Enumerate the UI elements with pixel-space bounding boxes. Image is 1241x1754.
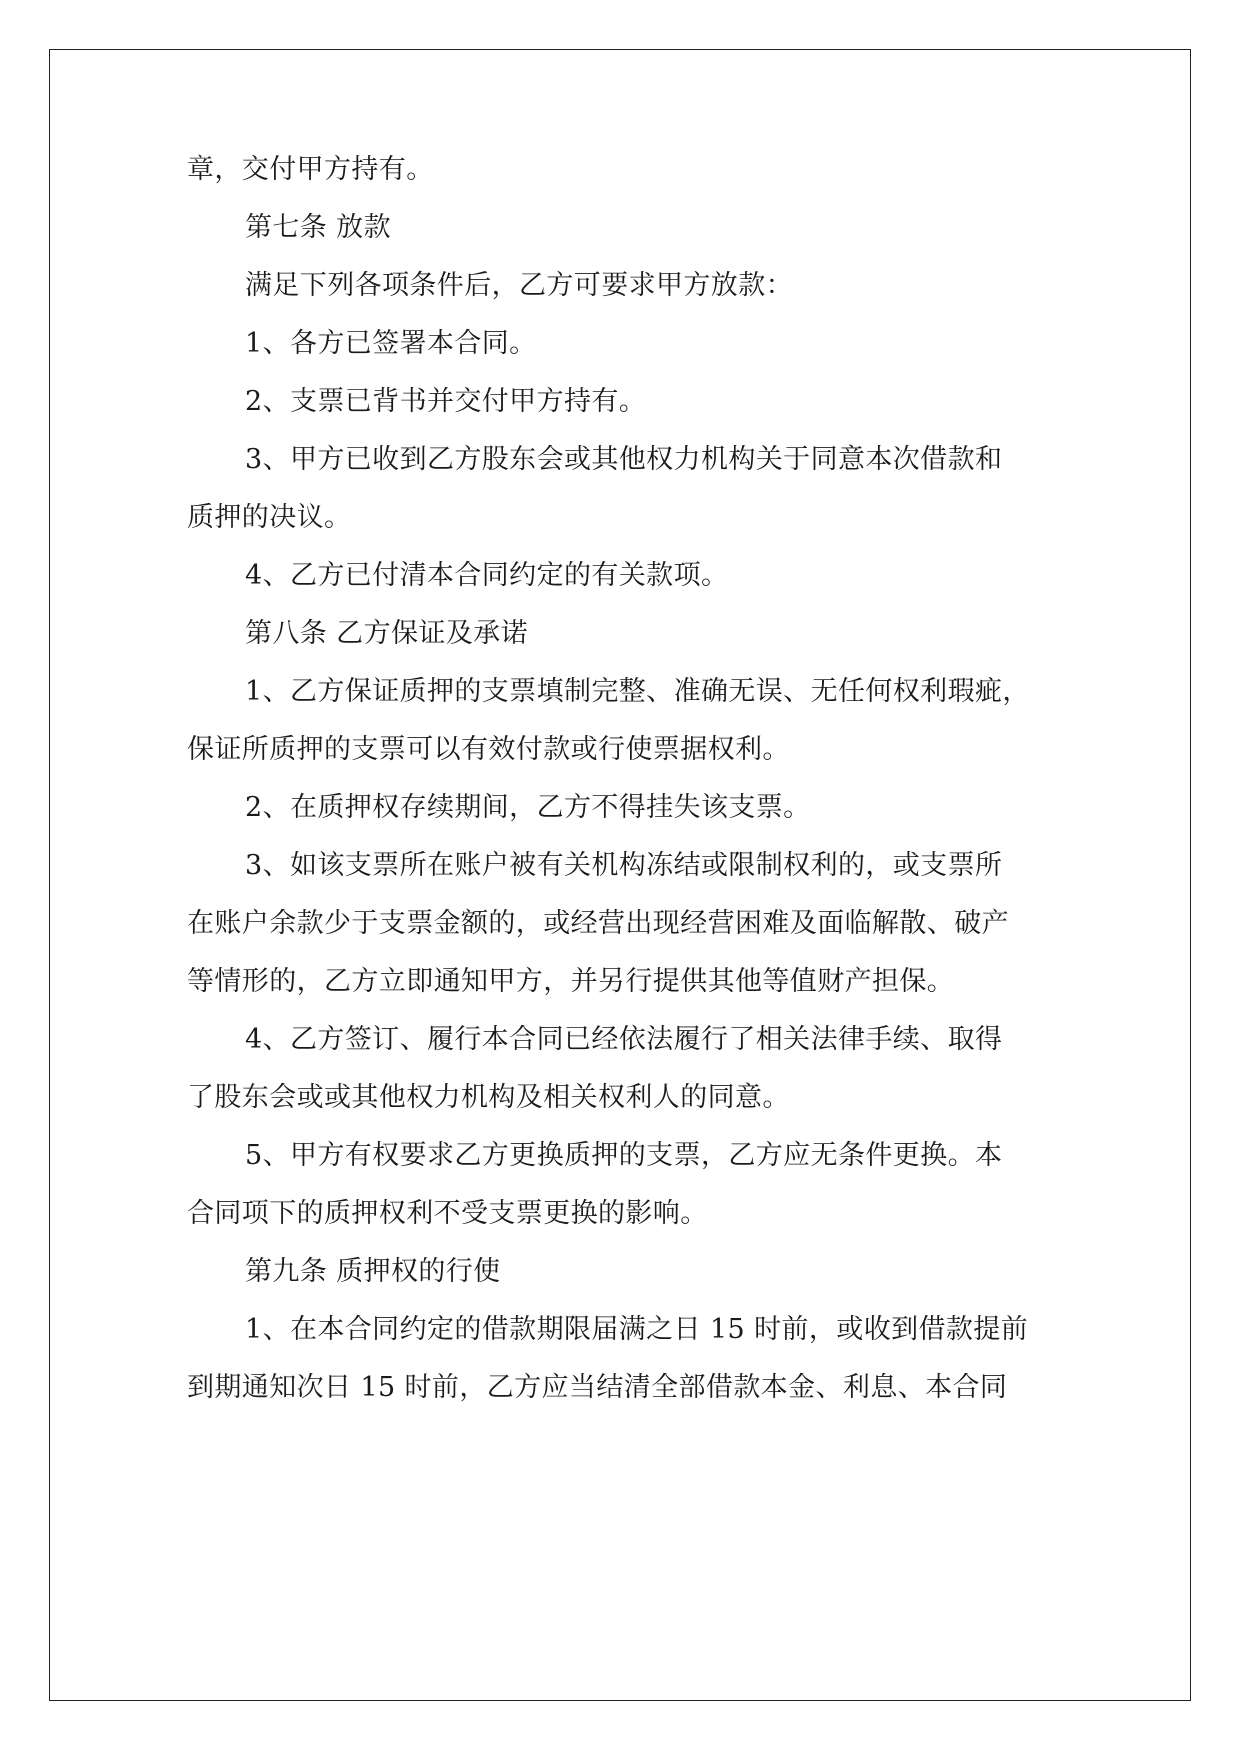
paragraph-line: 满足下列各项条件后，乙方可要求甲方放款：	[245, 270, 793, 301]
list-item: 1、各方已签署本合同。	[245, 328, 537, 359]
list-item: 5、甲方有权要求乙方更换质押的支票，乙方应无条件更换。本	[245, 1140, 1003, 1171]
paragraph-line: 质押的决议。	[187, 502, 352, 533]
list-item: 1、乙方保证质押的支票填制完整、准确无误、无任何权利瑕疵，	[245, 676, 1030, 707]
list-item: 3、甲方已收到乙方股东会或其他权力机构关于同意本次借款和	[245, 444, 1003, 475]
article-heading-8: 第八条 乙方保证及承诺	[245, 618, 528, 649]
paragraph-line: 等情形的，乙方立即通知甲方，并另行提供其他等值财产担保。	[187, 966, 955, 997]
paragraph-line: 保证所质押的支票可以有效付款或行使票据权利。	[187, 734, 790, 765]
paragraph-line: 合同项下的质押权利不受支票更换的影响。	[187, 1198, 708, 1229]
list-item: 1、在本合同约定的借款期限届满之日 15 时前，或收到借款提前	[245, 1314, 1029, 1345]
paragraph-line: 在账户余款少于支票金额的，或经营出现经营困难及面临解散、破产	[187, 908, 1009, 939]
list-item: 2、支票已背书并交付甲方持有。	[245, 386, 647, 417]
paragraph-line: 章，交付甲方持有。	[187, 154, 434, 185]
list-item: 2、在质押权存续期间，乙方不得挂失该支票。	[245, 792, 811, 823]
list-item: 3、如该支票所在账户被有关机构冻结或限制权利的，或支票所	[245, 850, 1003, 881]
list-item: 4、乙方签订、履行本合同已经依法履行了相关法律手续、取得	[245, 1024, 1003, 1055]
list-item: 4、乙方已付清本合同约定的有关款项。	[245, 560, 729, 591]
article-heading-7: 第七条 放款	[245, 212, 391, 243]
article-heading-9: 第九条 质押权的行使	[245, 1256, 501, 1287]
paragraph-line: 了股东会或或其他权力机构及相关权利人的同意。	[187, 1082, 790, 1113]
paragraph-line: 到期通知次日 15 时前，乙方应当结清全部借款本金、利息、本合同	[187, 1372, 1008, 1403]
